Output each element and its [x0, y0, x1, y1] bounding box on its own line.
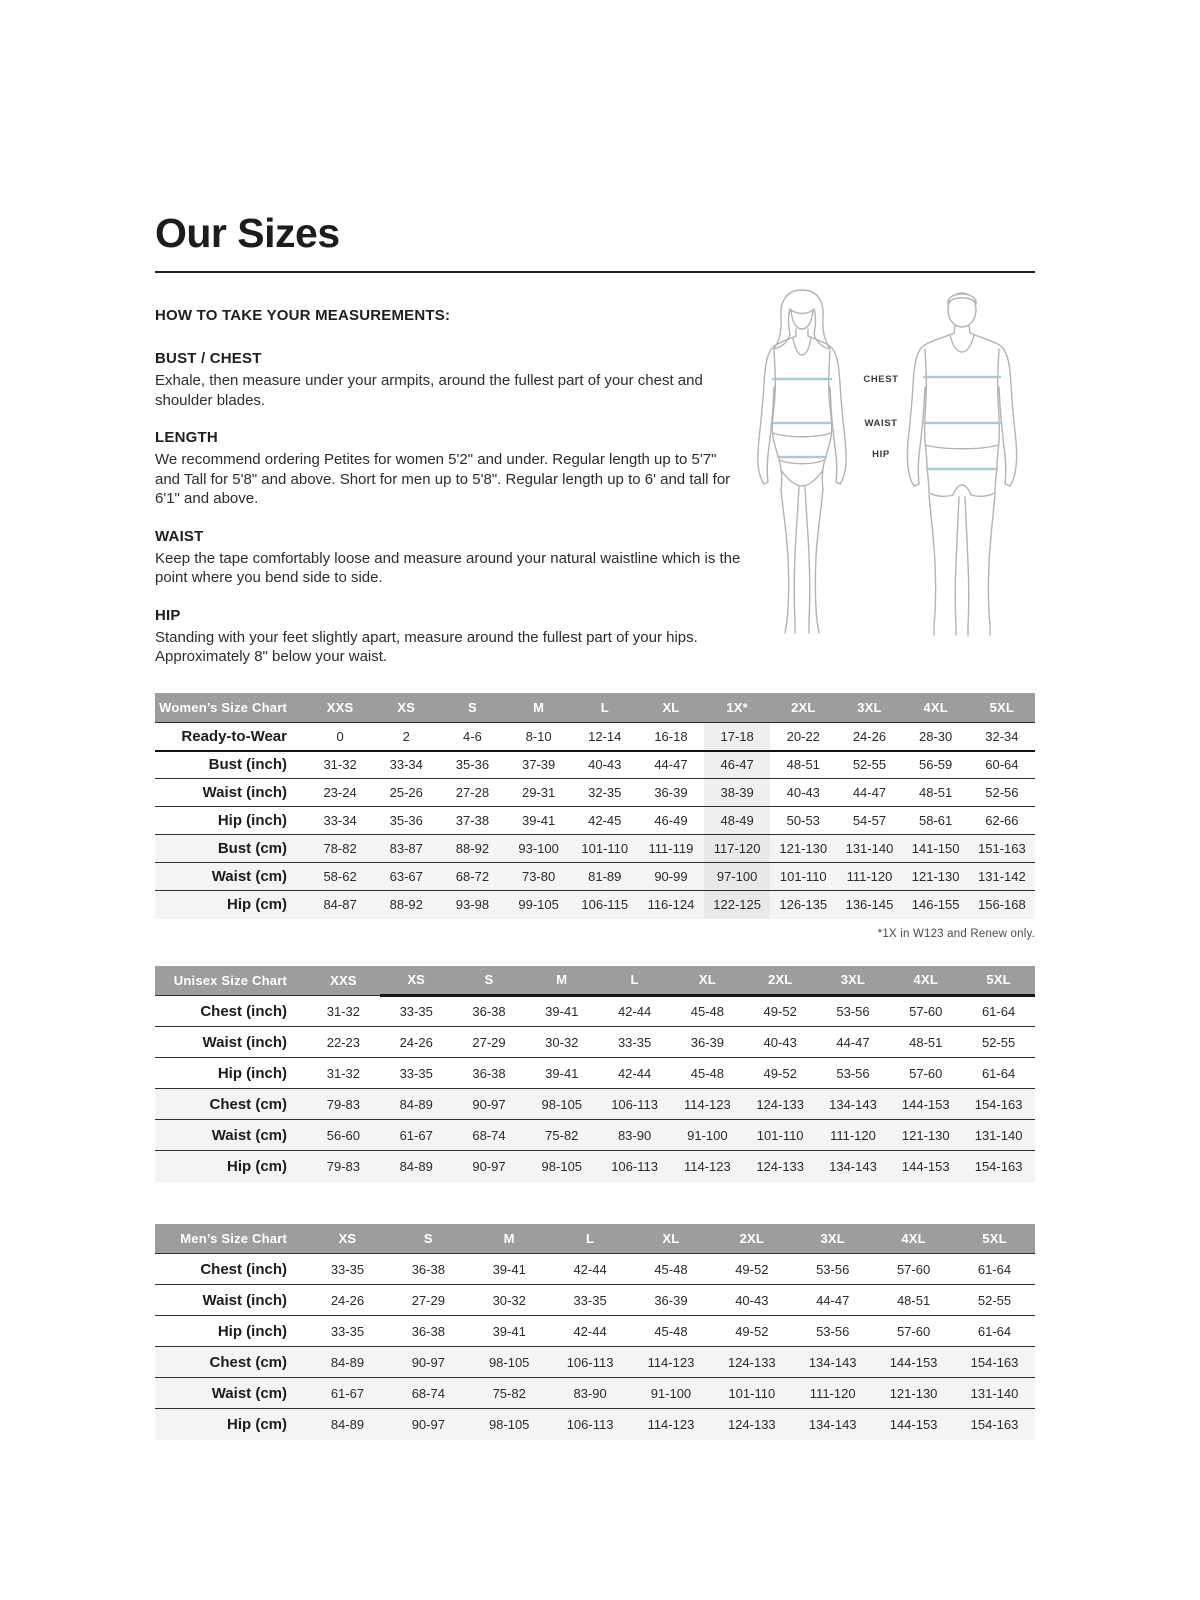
size-cell: 121-130 — [889, 1385, 938, 1401]
size-cell: 33-34 — [323, 813, 357, 828]
unisex-size-chart-table — [155, 966, 1035, 1182]
table-row — [155, 1409, 1035, 1440]
size-cell: 63-67 — [389, 869, 423, 884]
page-title: Our Sizes — [155, 210, 340, 256]
size-cell: 124-133 — [727, 1416, 776, 1432]
chest-label: CHEST — [863, 374, 899, 385]
size-cell: 42-45 — [588, 813, 622, 828]
size-cell: 124-133 — [756, 1158, 805, 1174]
size-cell: 48-51 — [919, 785, 953, 800]
row-label: Hip (cm) — [227, 1415, 287, 1433]
size-cell: 36-38 — [411, 1261, 445, 1277]
row-label: Hip (cm) — [227, 1157, 287, 1175]
table-row — [155, 1151, 1035, 1182]
size-cell: 56-60 — [326, 1127, 361, 1143]
row-label: Waist (cm) — [211, 1126, 287, 1144]
column-header: M — [506, 693, 572, 723]
size-cell: 134-143 — [808, 1416, 857, 1432]
column-header: 4XL — [873, 1224, 954, 1254]
size-cell: 111-119 — [648, 841, 694, 856]
size-cell: 57-60 — [909, 1065, 943, 1081]
column-header: XXS — [307, 693, 373, 723]
row-label: Ready-to-Wear — [181, 727, 287, 745]
column-header: 3XL — [817, 966, 890, 996]
size-cell: 16-18 — [654, 728, 688, 744]
size-cell: 75-82 — [492, 1385, 526, 1401]
size-cell: 44-47 — [816, 1292, 850, 1308]
size-cell: 49-52 — [763, 1004, 797, 1019]
table-row — [155, 807, 1035, 835]
size-cell: 83-90 — [617, 1127, 652, 1143]
size-cell: 24-26 — [330, 1292, 365, 1308]
size-cell: 106-113 — [566, 1354, 614, 1370]
size-cell: 36-39 — [654, 1292, 688, 1308]
size-guide-page — [155, 0, 1035, 1440]
column-header: XL — [631, 1224, 712, 1254]
size-cell: 40-43 — [786, 785, 820, 800]
row-label: Hip (inch) — [217, 1064, 287, 1082]
size-cell: 57-60 — [896, 1323, 931, 1339]
size-cell: 45-48 — [690, 1065, 724, 1081]
size-cell: 28-30 — [919, 728, 953, 744]
row-label: Hip (inch) — [217, 812, 287, 829]
length-body: We recommend ordering Petites for women 5'2" and under. Regular length up to 5'7" and Tall for 5'8" and above. Short for men up to 5'8". Regular length up to 6' and tall for 6'1" and above. — [155, 451, 731, 507]
row-label: Waist (inch) — [202, 1291, 287, 1309]
size-cell: 30-32 — [492, 1292, 526, 1308]
size-cell: 48-51 — [909, 1034, 943, 1050]
size-cell: 91-100 — [650, 1385, 692, 1401]
size-cell: 24-26 — [852, 728, 887, 744]
size-cell: 97-100 — [704, 863, 770, 891]
table-title: Men’s Size Chart — [155, 1224, 307, 1254]
size-cell: 31-32 — [326, 1003, 361, 1019]
mens-size-chart-table — [155, 1224, 1035, 1440]
size-cell: 154-163 — [970, 1416, 1019, 1432]
size-cell: 32-35 — [588, 785, 622, 800]
size-cell: 114-123 — [684, 1096, 731, 1112]
size-cell: 144-153 — [889, 1416, 938, 1432]
size-cell: 156-168 — [978, 897, 1026, 913]
size-cell: 136-145 — [845, 897, 894, 913]
size-cell: 68-74 — [472, 1127, 506, 1143]
size-cell: 40-43 — [588, 757, 622, 773]
size-cell: 62-66 — [985, 813, 1019, 828]
size-cell: 23-24 — [323, 785, 357, 800]
size-cell: 56-59 — [919, 757, 953, 773]
size-cell: 49-52 — [763, 1065, 797, 1081]
size-cell: 144-153 — [901, 1096, 950, 1112]
length-heading: LENGTH — [155, 429, 218, 446]
size-cell: 42-44 — [617, 1065, 652, 1081]
column-header: S — [388, 1224, 469, 1254]
size-cell: 131-140 — [974, 1127, 1023, 1143]
row-label: Chest (cm) — [209, 1353, 287, 1371]
size-cell: 57-60 — [909, 1004, 943, 1019]
size-cell: 27-28 — [455, 785, 490, 800]
size-cell: 42-44 — [573, 1261, 607, 1277]
size-cell: 151-163 — [978, 841, 1026, 856]
column-header: 2XL — [744, 966, 817, 996]
waist-label: WAIST — [864, 418, 898, 429]
size-cell: 0 — [336, 728, 344, 744]
size-cell: 154-163 — [974, 1158, 1023, 1174]
size-cell: 17-18 — [704, 723, 770, 751]
size-cell: 79-83 — [326, 1158, 361, 1174]
table-row — [155, 835, 1035, 863]
size-cell: 27-29 — [411, 1292, 445, 1308]
womens-size-chart — [155, 693, 1035, 940]
waist-body: Keep the tape comfortably loose and measure around your natural waistline which is the point where you bend side to side. — [155, 549, 741, 586]
size-cell: 52-55 — [977, 1292, 1012, 1308]
size-cell: 12-14 — [588, 728, 622, 744]
size-cell: 25-26 — [389, 785, 423, 800]
size-cell: 61-67 — [330, 1385, 365, 1401]
size-cell: 31-32 — [323, 757, 357, 773]
bust-chest-body: Exhale, then measure under your armpits, around the fullest part of your chest and shoulder blades. — [155, 372, 703, 409]
size-cell: 53-56 — [816, 1261, 850, 1277]
column-header: L — [550, 1224, 631, 1254]
size-cell: 111-120 — [809, 1385, 856, 1401]
size-cell: 48-49 — [704, 807, 770, 835]
column-header: XS — [307, 1224, 388, 1254]
size-cell: 121-130 — [779, 841, 828, 856]
size-cell: 114-123 — [647, 1416, 695, 1432]
size-cell: 88-92 — [455, 841, 490, 856]
size-cell: 106-113 — [566, 1416, 614, 1432]
size-cell: 42-44 — [617, 1004, 652, 1019]
size-cell: 131-140 — [845, 841, 894, 856]
size-cell: 4-6 — [463, 728, 482, 744]
size-cell: 131-142 — [978, 869, 1026, 884]
size-cell: 24-26 — [399, 1034, 433, 1050]
size-cell: 81-89 — [588, 869, 622, 884]
size-cell: 126-135 — [779, 897, 828, 913]
size-cell: 45-48 — [690, 1004, 724, 1019]
measurement-figures-illustration — [737, 283, 1037, 641]
size-cell: 98-105 — [541, 1096, 583, 1112]
column-header: 2XL — [711, 1224, 792, 1254]
measurement-instructions — [155, 307, 743, 667]
column-header: XL — [638, 693, 704, 723]
size-cell: 154-163 — [970, 1354, 1019, 1370]
size-cell: 106-113 — [611, 1158, 658, 1174]
size-cell: 33-35 — [399, 1065, 433, 1081]
section-waist — [155, 528, 743, 588]
table-row — [155, 863, 1035, 891]
column-header: XS — [373, 693, 439, 723]
size-cell: 36-38 — [472, 1004, 506, 1019]
size-cell: 75-82 — [545, 1127, 579, 1143]
column-header: 4XL — [889, 966, 962, 996]
size-cell: 61-64 — [977, 1261, 1012, 1277]
size-cell: 61-64 — [981, 1004, 1016, 1019]
column-header: 2XL — [770, 693, 836, 723]
unisex-size-chart — [155, 966, 1035, 1182]
size-cell: 36-38 — [411, 1323, 445, 1339]
size-cell: 90-97 — [411, 1416, 445, 1432]
size-cell: 39-41 — [545, 1004, 579, 1019]
size-cell: 121-130 — [911, 869, 960, 884]
size-cell: 98-105 — [488, 1416, 530, 1432]
size-cell: 32-34 — [985, 728, 1019, 744]
size-cell: 114-123 — [647, 1354, 695, 1370]
size-cell: 60-64 — [985, 757, 1019, 773]
size-cell: 44-47 — [836, 1034, 870, 1050]
size-cell: 121-130 — [901, 1127, 950, 1143]
size-cell: 84-89 — [330, 1416, 365, 1432]
size-cell: 33-35 — [330, 1323, 365, 1339]
size-cell: 52-55 — [981, 1034, 1016, 1050]
size-cell: 49-52 — [735, 1323, 769, 1339]
size-cell: 53-56 — [836, 1065, 870, 1081]
table-row — [155, 1254, 1035, 1285]
size-cell: 144-153 — [901, 1158, 950, 1174]
size-cell: 114-123 — [684, 1158, 731, 1174]
size-cell: 8-10 — [525, 728, 552, 744]
size-cell: 36-39 — [654, 785, 688, 800]
size-cell: 88-92 — [389, 897, 423, 913]
size-cell: 54-57 — [852, 813, 887, 828]
bust-chest-heading: BUST / CHEST — [155, 350, 262, 367]
table-row — [155, 1316, 1035, 1347]
size-cell: 111-120 — [846, 869, 893, 884]
column-header: 4XL — [903, 693, 969, 723]
row-label: Waist (cm) — [211, 868, 287, 885]
size-cell: 33-35 — [573, 1292, 607, 1308]
size-cell: 33-34 — [389, 757, 423, 773]
size-cell: 46-49 — [654, 813, 688, 828]
table-row — [155, 1120, 1035, 1151]
size-cell: 111-120 — [830, 1127, 876, 1143]
section-length — [155, 429, 743, 509]
size-cell: 84-89 — [330, 1354, 365, 1370]
size-cell: 30-32 — [545, 1034, 579, 1050]
size-cell: 48-51 — [896, 1292, 931, 1308]
table-row — [155, 1285, 1035, 1316]
size-cell: 52-56 — [985, 785, 1019, 800]
mens-size-chart — [155, 1224, 1035, 1440]
column-header: 5XL — [954, 1224, 1035, 1254]
size-cell: 144-153 — [889, 1354, 938, 1370]
size-cell: 58-62 — [323, 869, 357, 884]
womens-size-chart-table — [155, 693, 1035, 919]
row-label: Chest (inch) — [200, 1260, 287, 1278]
size-cell: 106-113 — [611, 1096, 658, 1112]
size-cell: 116-124 — [647, 897, 695, 913]
size-cell: 68-72 — [455, 869, 490, 884]
size-cell: 57-60 — [896, 1261, 931, 1277]
column-header: 3XL — [836, 693, 902, 723]
table-title: Unisex Size Chart — [155, 966, 307, 996]
row-label: Chest (inch) — [200, 1002, 287, 1020]
row-label: Hip (cm) — [227, 896, 287, 914]
size-cell: 37-38 — [455, 813, 490, 828]
size-cell: 42-44 — [573, 1323, 607, 1339]
size-cell: 29-31 — [521, 785, 556, 800]
size-cell: 44-47 — [852, 785, 887, 800]
size-cell: 134-143 — [808, 1354, 857, 1370]
size-cell: 45-48 — [654, 1323, 688, 1339]
size-cell: 99-105 — [518, 897, 559, 913]
size-cell: 122-125 — [704, 891, 770, 919]
column-header: S — [453, 966, 526, 996]
size-cell: 73-80 — [521, 869, 556, 884]
size-cell: 61-64 — [981, 1065, 1016, 1081]
measurement-figures — [743, 283, 1037, 667]
size-cell: 93-98 — [455, 897, 490, 913]
size-cell: 50-53 — [786, 813, 820, 828]
section-bust-chest — [155, 350, 743, 410]
size-cell: 84-89 — [399, 1158, 433, 1174]
table-row — [155, 751, 1035, 779]
size-cell: 39-41 — [492, 1261, 526, 1277]
hip-body: Standing with your feet slightly apart, measure around the fullest part of your hips. Approximately 8" below your waist. — [155, 628, 698, 665]
table-title: Women’s Size Chart — [155, 693, 307, 723]
size-cell: 58-61 — [919, 813, 953, 828]
size-cell: 52-55 — [852, 757, 887, 773]
size-cell: 44-47 — [654, 757, 688, 773]
table-row — [155, 1058, 1035, 1089]
size-cell: 46-47 — [704, 751, 770, 779]
size-cell: 90-97 — [472, 1096, 506, 1112]
size-cell: 48-51 — [786, 757, 820, 773]
row-label: Hip (inch) — [217, 1322, 287, 1340]
table-row — [155, 1089, 1035, 1120]
how-to-heading: HOW TO TAKE YOUR MEASUREMENTS: — [155, 307, 451, 324]
size-cell: 134-143 — [829, 1096, 877, 1112]
column-header: XL — [671, 966, 744, 996]
size-cell: 91-100 — [687, 1127, 728, 1143]
size-cell: 124-133 — [756, 1096, 805, 1112]
size-cell: 98-105 — [488, 1354, 530, 1370]
size-cell: 154-163 — [974, 1096, 1023, 1112]
size-cell: 20-22 — [786, 728, 820, 744]
row-label: Chest (cm) — [209, 1095, 287, 1113]
table-row — [155, 1378, 1035, 1409]
size-cell: 124-133 — [727, 1354, 776, 1370]
size-cell: 61-64 — [977, 1323, 1012, 1339]
size-cell: 101-110 — [756, 1127, 804, 1143]
table-row — [155, 891, 1035, 919]
waist-heading: WAIST — [155, 527, 204, 545]
size-cell: 40-43 — [763, 1034, 797, 1050]
column-header: M — [469, 1224, 550, 1254]
size-cell: 38-39 — [704, 779, 770, 807]
table-row — [155, 723, 1035, 751]
column-header: XS — [380, 966, 453, 996]
column-header: M — [525, 966, 598, 996]
size-cell: 39-41 — [492, 1323, 526, 1339]
size-cell: 83-90 — [573, 1385, 607, 1401]
size-cell: 36-39 — [690, 1034, 724, 1050]
measurement-intro — [155, 307, 1035, 667]
size-cell: 98-105 — [541, 1158, 583, 1174]
table-row — [155, 1347, 1035, 1378]
row-label: Bust (inch) — [208, 756, 287, 774]
size-cell: 33-35 — [330, 1261, 365, 1277]
table-row — [155, 1027, 1035, 1058]
size-cell: 84-87 — [323, 897, 357, 913]
size-cell: 39-41 — [521, 813, 556, 828]
size-cell: 79-83 — [326, 1096, 361, 1112]
section-hip — [155, 607, 743, 667]
size-cell: 90-97 — [472, 1158, 506, 1174]
size-cell: 101-110 — [779, 869, 827, 884]
column-header: L — [598, 966, 671, 996]
size-cell: 134-143 — [829, 1158, 877, 1174]
size-cell: 101-110 — [581, 841, 629, 856]
table-row — [155, 996, 1035, 1027]
womens-chart-footnote: *1X in W123 and Renew only. — [877, 927, 1035, 940]
size-cell: 93-100 — [518, 841, 559, 856]
size-cell: 78-82 — [323, 841, 357, 856]
size-cell: 37-39 — [521, 757, 556, 773]
row-label: Waist (inch) — [202, 784, 287, 801]
title-divider — [155, 271, 1035, 273]
size-cell: 53-56 — [816, 1323, 850, 1339]
size-cell: 39-41 — [545, 1065, 579, 1081]
size-cell: 53-56 — [836, 1004, 870, 1019]
size-cell: 106-115 — [581, 897, 629, 913]
row-label: Waist (cm) — [211, 1384, 287, 1402]
column-header: XXS — [307, 966, 380, 996]
size-cell: 61-67 — [399, 1127, 433, 1143]
size-cell: 83-87 — [389, 841, 423, 856]
size-cell: 68-74 — [411, 1385, 445, 1401]
size-cell: 90-99 — [654, 869, 688, 884]
size-cell: 33-35 — [617, 1034, 652, 1050]
column-header: S — [439, 693, 505, 723]
size-cell: 36-38 — [472, 1065, 506, 1081]
man-figure-illustration — [907, 293, 1016, 635]
column-header: 3XL — [792, 1224, 873, 1254]
size-cell: 2 — [402, 728, 410, 744]
size-cell: 22-23 — [326, 1034, 361, 1050]
size-cell: 40-43 — [735, 1292, 769, 1308]
size-cell: 31-32 — [326, 1065, 361, 1081]
size-cell: 35-36 — [455, 757, 490, 773]
size-cell: 90-97 — [411, 1354, 445, 1370]
size-cell: 45-48 — [654, 1261, 688, 1277]
hip-label: HIP — [872, 449, 890, 460]
size-cell: 33-35 — [399, 1004, 433, 1019]
size-cell: 101-110 — [728, 1385, 776, 1401]
woman-figure-illustration — [758, 290, 846, 633]
size-cell: 35-36 — [389, 813, 423, 828]
size-cell: 84-89 — [399, 1096, 433, 1112]
column-header: 5XL — [962, 966, 1035, 996]
column-header: 5XL — [969, 693, 1035, 723]
table-row — [155, 779, 1035, 807]
size-cell: 27-29 — [472, 1034, 506, 1050]
size-cell: 117-120 — [704, 835, 770, 863]
size-cell: 49-52 — [735, 1261, 769, 1277]
size-cell: 131-140 — [970, 1385, 1019, 1401]
column-header: 1X* — [704, 693, 770, 723]
row-label: Waist (inch) — [202, 1033, 287, 1051]
column-header: L — [572, 693, 638, 723]
size-cell: 141-150 — [911, 841, 960, 856]
hip-heading: HIP — [155, 606, 181, 624]
row-label: Bust (cm) — [217, 840, 287, 857]
size-cell: 146-155 — [911, 897, 960, 913]
